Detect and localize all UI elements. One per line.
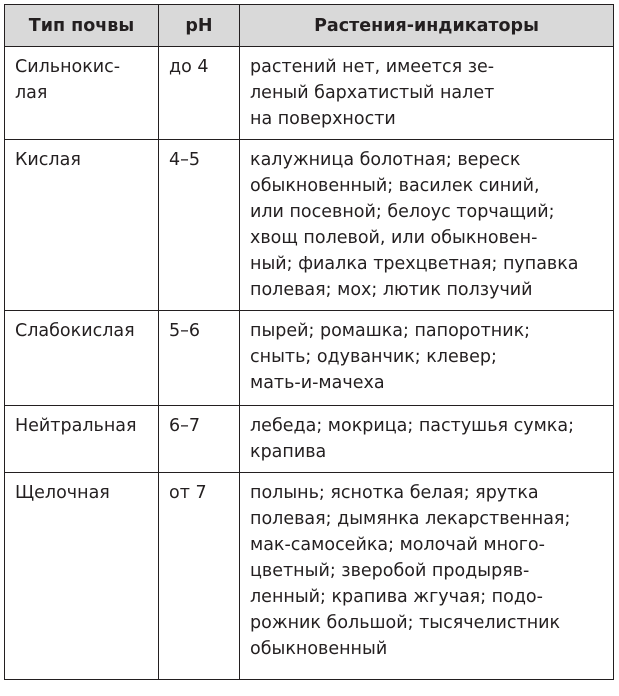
indicator-line: или посевной; белоус торчащий; (250, 202, 555, 222)
indicator-line: полынь; яснотка белая; ярутка (250, 483, 539, 503)
indicator-line: мать-и-мачеха (250, 373, 385, 393)
table-row (5, 406, 614, 473)
soil-type-line: Нейтральная (15, 416, 137, 436)
indicators-cell (240, 311, 614, 406)
header-indicators: Растения-индикаторы (240, 5, 614, 47)
indicators-cell (240, 140, 614, 311)
indicator-line: ленный; крапива жгучая; подо- (250, 587, 543, 607)
soil-type-line: Сильнокис- (15, 57, 121, 77)
indicator-line: мак-самосейка; молочай много- (250, 535, 545, 555)
indicator-line: цветный; зверобой продыряв- (250, 561, 530, 581)
soil-type-cell (5, 140, 159, 311)
indicator-line: калужница болотная; вереск (250, 150, 521, 170)
soil-type-line: Кислая (15, 150, 81, 170)
soil-type-cell (5, 311, 159, 406)
indicator-line: обыкновенный; василек синий, (250, 176, 540, 196)
ph-cell: 5–6 (159, 311, 240, 406)
indicator-line: обыкновенный (250, 639, 388, 659)
soil-type-cell (5, 47, 159, 140)
indicator-line: растений нет, имеется зе- (250, 57, 495, 77)
table-row (5, 140, 614, 311)
soil-type-cell (5, 406, 159, 473)
indicator-line: хвощ полевой, или обыкновен- (250, 228, 538, 248)
indicator-line: лебеда; мокрица; пастушья сумка; (250, 416, 574, 436)
indicators-cell (240, 47, 614, 140)
indicators-cell (240, 473, 614, 680)
indicator-line: ный; фиалка трехцветная; пупавка (250, 254, 579, 274)
indicator-line: на поверхности (250, 109, 396, 129)
table-body (5, 47, 614, 680)
indicator-line: крапива (250, 442, 327, 462)
table-row (5, 473, 614, 680)
soil-type-line: Слабокислая (15, 321, 135, 341)
indicator-line: пырей; ромашка; папоротник; (250, 321, 531, 341)
soil-type-line: Щелочная (15, 483, 110, 503)
ph-cell: от 7 (159, 473, 240, 680)
indicator-line: сныть; одуванчик; клевер; (250, 347, 497, 367)
soil-type-line: лая (15, 83, 48, 103)
indicator-line: рожник большой; тысячелистник (250, 613, 561, 633)
table-row (5, 311, 614, 406)
header-ph: pH (159, 5, 240, 47)
soil-indicator-table (4, 4, 614, 680)
indicator-line: полевая; мох; лютик ползучий (250, 280, 533, 300)
indicator-line: леный бархатистый налет (250, 83, 495, 103)
table-header (5, 5, 614, 47)
ph-cell: до 4 (159, 47, 240, 140)
header-row (5, 5, 614, 47)
table-row (5, 47, 614, 140)
ph-cell: 4–5 (159, 140, 240, 311)
ph-cell: 6–7 (159, 406, 240, 473)
indicators-cell (240, 406, 614, 473)
soil-type-cell (5, 473, 159, 680)
header-soil-type: Тип почвы (5, 5, 159, 47)
indicator-line: полевая; дымянка лекарственная; (250, 509, 571, 529)
